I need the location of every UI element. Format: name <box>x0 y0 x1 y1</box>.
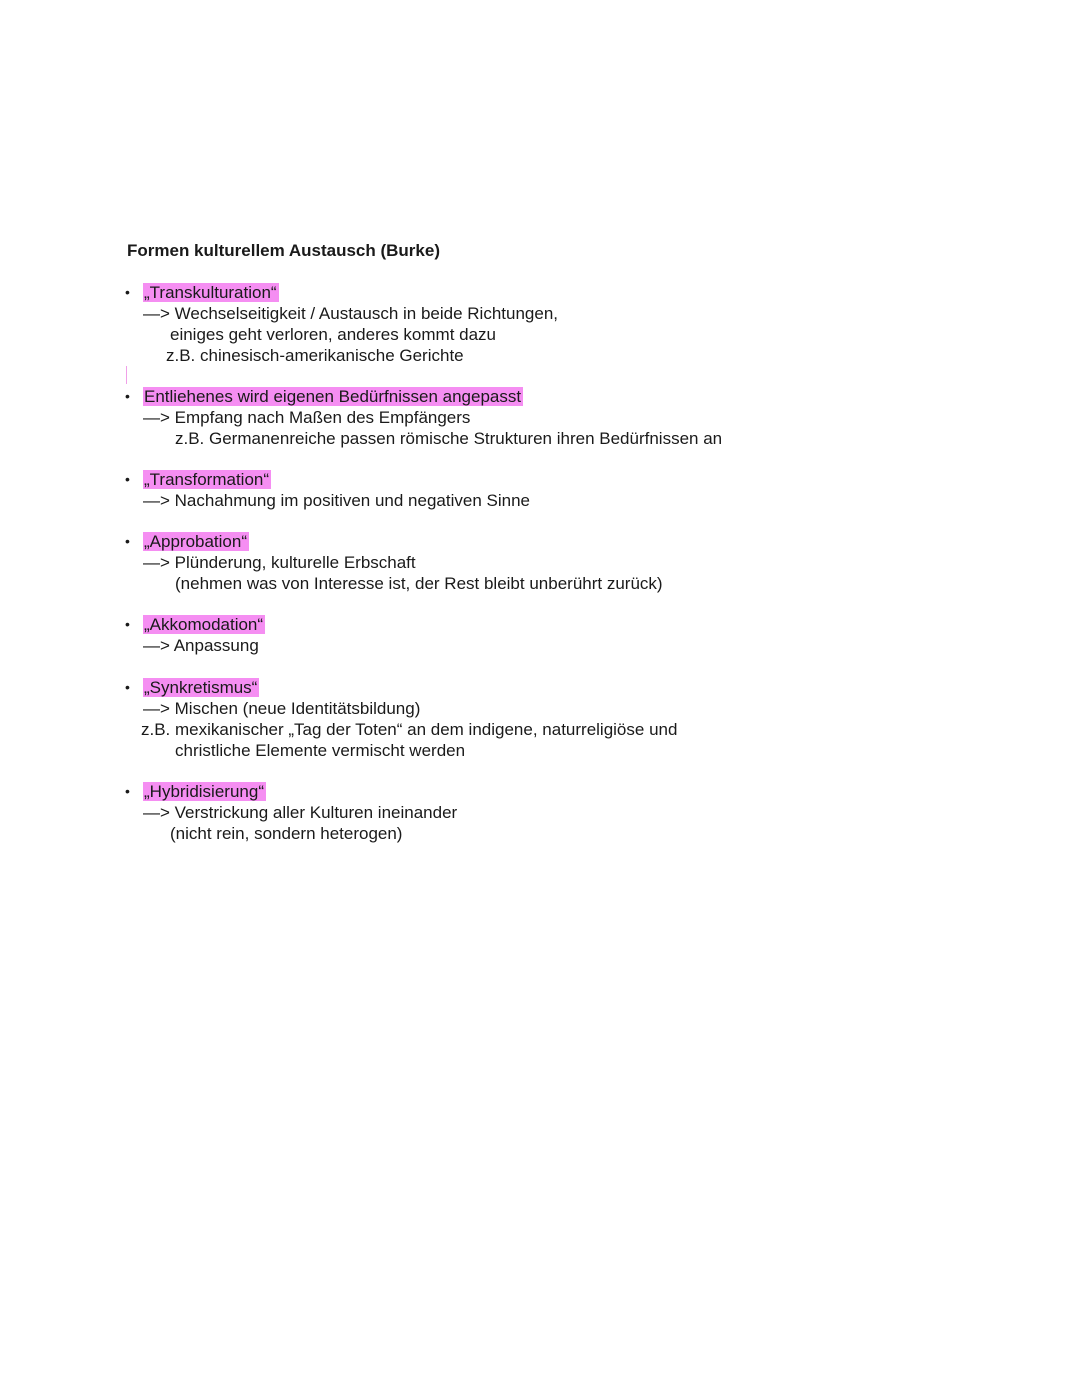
bullet-icon: • <box>125 533 130 549</box>
item-line: —> Verstrickung aller Kulturen ineinander <box>143 803 458 822</box>
bullet-icon: • <box>125 616 130 632</box>
bullet-icon: • <box>125 284 130 300</box>
item-line: einiges geht verloren, anderes kommt dazu <box>170 325 497 344</box>
highlighted-term: „Transformation“ <box>144 470 270 489</box>
item-line: (nicht rein, sondern heterogen) <box>170 824 403 843</box>
highlighted-term: „Akkomodation“ <box>144 615 264 634</box>
highlighted-term: „Approbation“ <box>144 532 248 551</box>
highlighted-term: Entliehenes wird eigenen Bedürfnissen angepasst <box>144 387 522 406</box>
bullet-icon: • <box>125 783 130 799</box>
item-line: —> Wechselseitigkeit / Austausch in beide Richtungen, <box>143 304 559 323</box>
item-line: —> Nachahmung im positiven und negativen Sinne <box>143 491 530 510</box>
item-line: z.B. chinesisch-amerikanische Gerichte <box>166 346 464 365</box>
bullet-icon: • <box>125 388 130 404</box>
item-line: z.B. mexikanischer „Tag der Toten“ an dem indigene, naturreligiöse und <box>141 720 678 739</box>
item-line: —> Plünderung, kulturelle Erbschaft <box>143 553 416 572</box>
item-line: christliche Elemente vermischt werden <box>175 741 466 760</box>
bullet-icon: • <box>125 679 130 695</box>
item-line: z.B. Germanenreiche passen römische Strukturen ihren Bedürfnissen an <box>175 429 723 448</box>
item-line: (nehmen was von Interesse ist, der Rest bleibt unberührt zurück) <box>175 574 663 593</box>
highlighted-term: „Hybridisierung“ <box>144 782 264 801</box>
item-line: —> Anpassung <box>143 636 259 655</box>
highlighted-term: „Transkulturation“ <box>144 283 277 302</box>
item-line: —> Mischen (neue Identitätsbildung) <box>143 699 421 718</box>
highlighted-term: „Synkretismus“ <box>144 678 258 697</box>
page-title: Formen kulturellem Austausch (Burke) <box>127 241 440 260</box>
item-line: —> Empfang nach Maßen des Empfängers <box>143 408 471 427</box>
text-cursor-mark <box>126 366 127 384</box>
bullet-icon: • <box>125 471 130 487</box>
